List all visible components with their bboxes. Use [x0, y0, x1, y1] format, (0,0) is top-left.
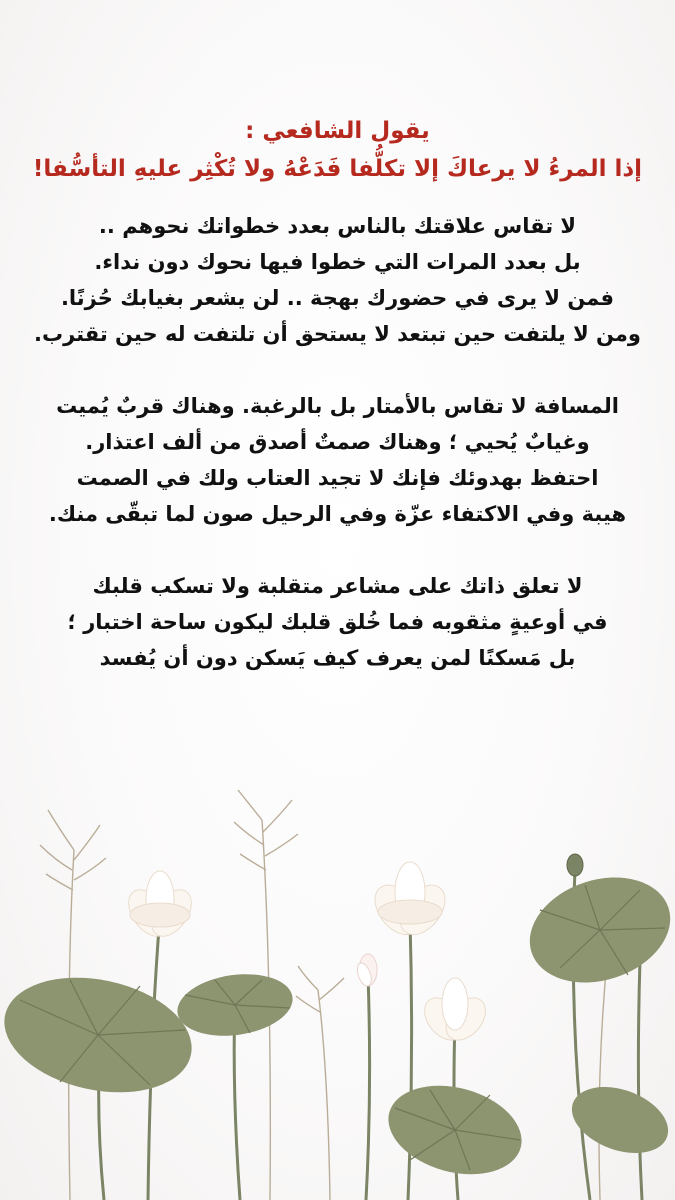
shafii-quote: إذا المرءُ لا يرعاكَ إلا تكلُّفا فَدَعْهُ ولا تُكْثِر عليهِ التأسُّفا!	[32, 156, 643, 182]
paragraph-line: ومن لا يلتفت حين تبتعد لا يستحق أن تلتفت له حين تقترب.	[34, 322, 641, 346]
paragraph-line: في أوعيةٍ مثقوبه فما خُلق قلبك ليكون ساحة اختبار ؛	[67, 610, 608, 634]
paragraph-line: احتفظ بهدوئك فإنك لا تجيد العتاب ولك في الصمت	[76, 466, 599, 490]
paragraph-line: وغيابٌ يُحيي ؛ وهناك صمتٌ أصدق من ألف اعتذار.	[85, 430, 590, 454]
paragraph-1	[0, 208, 675, 352]
text-content	[0, 112, 675, 676]
paragraph-line: بل بعدد المرات التي خطوا فيها نحوك دون نداء.	[94, 250, 581, 274]
paragraph-line: فمن لا يرى في حضورك بهجة .. لن يشعر بغيابك حُزنًا.	[60, 286, 615, 310]
paragraph-2	[0, 388, 675, 532]
paragraph-line: بل مَسكنًا لمن يعرف كيف يَسكن دون أن يُفسد	[99, 646, 576, 670]
paragraph-line: هيبة وفي الاكتفاء عزّة وفي الرحيل صون لما تبقّى منك.	[48, 502, 627, 526]
paragraph-line: المسافة لا تقاس بالأمتار بل بالرغبة. وهناك قربٌ يُميت	[56, 394, 619, 418]
paragraph-line: لا تعلق ذاتك على مشاعر متقلبة ولا تسكب قلبك	[92, 574, 583, 598]
paragraph-3	[0, 568, 675, 676]
page-title: يقول الشافعي :	[245, 118, 430, 144]
paragraph-line: لا تقاس علاقتك بالناس بعدد خطواتك نحوهم ..	[98, 214, 577, 238]
lotus-flowers-and-leaves-illustration	[0, 790, 675, 1200]
